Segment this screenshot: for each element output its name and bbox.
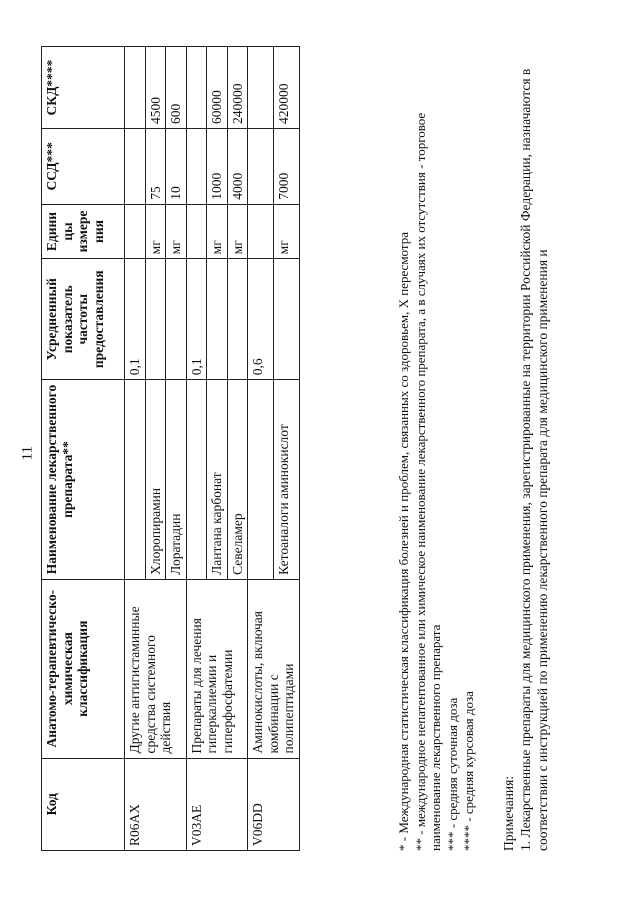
header-skd: СКД**** <box>42 47 125 129</box>
cell-drug: Лантана карбонат <box>207 380 228 580</box>
cell-drug <box>186 380 207 580</box>
table-row <box>125 47 146 851</box>
cell-atc: Аминокислоты, включая комбинации с полипептидами <box>248 579 300 758</box>
cell-frequency: 0,6 <box>248 259 274 380</box>
footnote: **** - средняя курсовая доза <box>461 691 477 851</box>
cell-ssd: 75 <box>145 129 166 205</box>
cell-frequency <box>273 259 299 380</box>
cell-skd <box>186 47 207 129</box>
cell-frequency <box>227 259 248 380</box>
footnote: * - Международная статистическая классификация болезней и проблем, связанных со здоровьем, X пересмотра <box>396 232 411 851</box>
cell-code: R06AX <box>125 758 187 850</box>
cell-drug: Кетоаналоги аминокислот <box>273 380 299 580</box>
table-row <box>248 47 274 851</box>
cell-unit: мг <box>166 204 187 259</box>
cell-ssd: 4000 <box>227 129 248 205</box>
drug-table <box>41 46 300 851</box>
cell-frequency: 0,1 <box>186 259 207 380</box>
cell-frequency <box>166 259 187 380</box>
cell-ssd: 10 <box>166 129 187 205</box>
cell-drug: Хлоропирамин <box>145 380 166 580</box>
cell-skd: 420000 <box>273 47 299 129</box>
cell-code: V03AE <box>186 758 248 850</box>
cell-skd <box>125 47 146 129</box>
cell-unit: мг <box>145 204 166 259</box>
cell-skd: 4500 <box>145 47 166 129</box>
cell-skd: 60000 <box>207 47 228 129</box>
cell-unit: мг <box>207 204 228 259</box>
cell-frequency <box>207 259 228 380</box>
cell-frequency: 0,1 <box>125 259 146 380</box>
header-ssd: ССД*** <box>42 129 125 205</box>
cell-drug <box>125 380 146 580</box>
cell-unit: мг <box>273 204 299 259</box>
remarks <box>501 51 552 851</box>
page-number: 11 <box>19 446 36 461</box>
table-header-row <box>42 47 125 851</box>
cell-skd <box>248 47 274 129</box>
cell-drug: Севеламер <box>227 380 248 580</box>
cell-unit <box>125 204 146 259</box>
rotated-page-content <box>0 51 591 871</box>
header-unit: Единицы измерения <box>42 204 125 259</box>
cell-code: V06DD <box>248 758 300 850</box>
cell-skd: 240000 <box>227 47 248 129</box>
footnotes <box>396 61 478 851</box>
cell-ssd <box>125 129 146 205</box>
cell-frequency <box>145 259 166 380</box>
cell-unit <box>248 204 274 259</box>
footnote: ** - международное непатентованное или химическое наименование лекарственного препарата, а в случаях их отсутствия - торговое наименование лекарственного препарата <box>412 112 444 851</box>
cell-ssd <box>186 129 207 205</box>
table-row <box>186 47 207 851</box>
header-frequency: Усредненный показатель частоты предоставления <box>42 259 125 380</box>
remarks-title: Примечания: <box>501 775 516 851</box>
cell-ssd: 1000 <box>207 129 228 205</box>
cell-unit: мг <box>227 204 248 259</box>
cell-skd: 600 <box>166 47 187 129</box>
header-code: Код <box>42 758 125 850</box>
cell-ssd <box>248 129 274 205</box>
header-drug: Наименование лекарственного препарата** <box>42 380 125 580</box>
header-atc: Анатомо-терапевтическо-химическая классификация <box>42 579 125 758</box>
cell-atc: Другие антигистаминные средства системного действия <box>125 579 187 758</box>
cell-ssd: 7000 <box>273 129 299 205</box>
cell-drug: Лоратадин <box>166 380 187 580</box>
cell-unit <box>186 204 207 259</box>
remark-item: 1. Лекарственные препараты для медицинского применения, зарегистрированные на территории Российской Федерации, назначаются в соответствии с инструкцией по применению лекарственного препарата для медицинского применения и <box>517 68 550 851</box>
cell-atc: Препараты для лечения гиперкалиемии и гиперфосфатемии <box>186 579 248 758</box>
cell-drug <box>248 380 274 580</box>
footnote: *** - средняя суточная доза <box>444 697 460 851</box>
